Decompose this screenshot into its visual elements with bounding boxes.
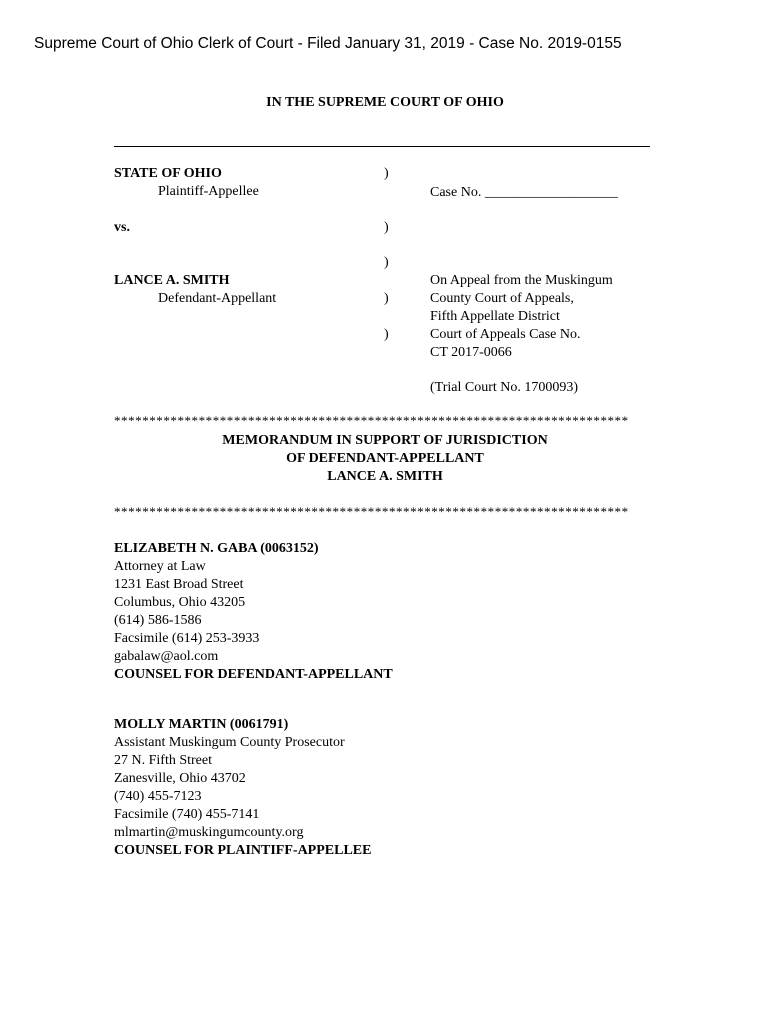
- counsel-line: Facsimile (614) 253-3933: [114, 631, 260, 646]
- filing-header: Supreme Court of Ohio Clerk of Court - Filed January 31, 2019 - Case No. 2019-0155: [34, 35, 622, 52]
- trial-court-number: (Trial Court No. 1700093): [430, 380, 579, 395]
- appeal-line: County Court of Appeals,: [430, 291, 574, 306]
- caption-paren: ): [384, 291, 389, 306]
- appeal-info: [430, 272, 613, 362]
- counsel-email: mlmartin@muskingumcounty.org: [114, 825, 304, 840]
- caption-paren: ): [384, 166, 389, 181]
- defendant-name: LANCE A. SMITH: [114, 273, 230, 288]
- counsel-line: (614) 586-1586: [114, 613, 202, 628]
- memorandum-title-line: LANCE A. SMITH: [327, 469, 443, 484]
- caption-paren: ): [384, 327, 389, 342]
- counsel-role: COUNSEL FOR DEFENDANT-APPELLANT: [114, 667, 393, 682]
- counsel-plaintiff-block: [114, 716, 371, 860]
- memorandum-title-line: OF DEFENDANT-APPELLANT: [286, 451, 484, 466]
- counsel-line: 27 N. Fifth Street: [114, 753, 212, 768]
- counsel-line: Columbus, Ohio 43205: [114, 595, 246, 610]
- counsel-line: (740) 455-7123: [114, 789, 202, 804]
- caption-rule: [114, 146, 650, 147]
- counsel-email: gabalaw@aol.com: [114, 649, 219, 664]
- appeal-line: Court of Appeals Case No.: [430, 327, 581, 342]
- counsel-name: ELIZABETH N. GABA (0063152): [114, 541, 319, 556]
- defendant-role: Defendant-Appellant: [158, 291, 277, 306]
- counsel-line: Assistant Muskingum County Prosecutor: [114, 735, 345, 750]
- star-separator-bottom: *************************************************************************: [114, 504, 629, 519]
- star-separator-top: *************************************************************************: [114, 413, 629, 428]
- counsel-line: 1231 East Broad Street: [114, 577, 244, 592]
- counsel-line: Zanesville, Ohio 43702: [114, 771, 246, 786]
- appeal-line: Fifth Appellate District: [430, 309, 560, 324]
- versus-label: vs.: [114, 220, 130, 235]
- counsel-name: MOLLY MARTIN (0061791): [114, 717, 289, 732]
- plaintiff-name: STATE OF OHIO: [114, 166, 222, 181]
- plaintiff-role: Plaintiff-Appellee: [158, 184, 259, 199]
- counsel-line: Facsimile (740) 455-7141: [114, 807, 260, 822]
- memorandum-title-line: MEMORANDUM IN SUPPORT OF JURISDICTION: [222, 433, 548, 448]
- appeal-line: On Appeal from the Muskingum: [430, 273, 613, 288]
- caption-paren: ): [384, 255, 389, 270]
- caption-paren: ): [384, 220, 389, 235]
- counsel-line: Attorney at Law: [114, 559, 206, 574]
- counsel-role: COUNSEL FOR PLAINTIFF-APPELLEE: [114, 843, 372, 858]
- case-number-field: Case No. ___________________: [430, 185, 618, 200]
- counsel-defendant-block: [114, 540, 393, 684]
- memorandum-title: [0, 432, 770, 486]
- court-title: IN THE SUPREME COURT OF OHIO: [266, 95, 504, 110]
- appeal-line: CT 2017-0066: [430, 345, 512, 360]
